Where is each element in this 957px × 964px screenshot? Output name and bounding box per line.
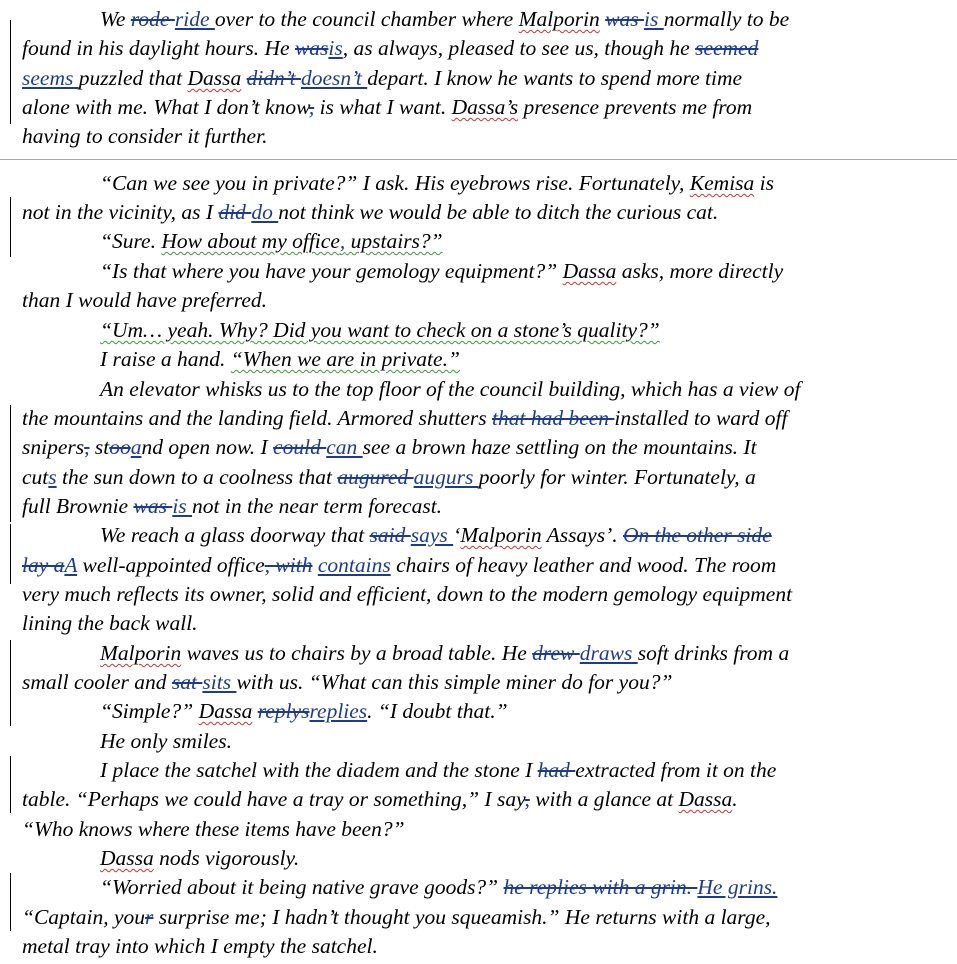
inserted-text: draws [579, 641, 638, 665]
text-run: “Is that where you have your gemology equipment?” [100, 259, 563, 283]
text-run: He only smiles. [100, 729, 232, 753]
text-line [22, 34, 758, 64]
inserted-text: says [410, 523, 454, 547]
change-bar [10, 20, 11, 124]
deleted-text: drew [532, 641, 580, 665]
change-bar [10, 756, 11, 813]
grammar-flagged-text: How about my office [161, 229, 340, 253]
text-line [100, 873, 777, 903]
text-run: “Who knows where these items have been?” [22, 817, 405, 841]
text-run: surprise me; I hadn’t thought you squeamish.” He returns with a large, [153, 905, 771, 929]
misspelled-word: Dassa [562, 259, 617, 283]
text-run: nods vigorously. [153, 846, 300, 870]
text-line [22, 580, 792, 610]
deleted-text: was [294, 36, 329, 60]
deleted-text: was [133, 494, 173, 518]
text-line [100, 316, 660, 346]
text-line [22, 609, 198, 639]
misspelled-word: Malporin [518, 7, 600, 31]
text-run: having to consider it further. [22, 124, 268, 148]
text-run: We reach a glass doorway that [100, 523, 370, 547]
inserted-text: is [644, 7, 664, 31]
inserted-text: He grins. [697, 875, 778, 899]
text-run: depart. I know he wants to spend more time [367, 66, 743, 90]
text-line [22, 198, 718, 228]
text-run: waves us to chairs by a broad table. He [181, 641, 533, 665]
text-run: table. “Perhaps we could have a tray or something,” I say [22, 787, 525, 811]
text-run: d open now. I [152, 435, 274, 459]
text-line [22, 551, 776, 581]
change-bar [10, 873, 11, 931]
text-line [100, 345, 460, 375]
text-line [22, 286, 267, 316]
text-run: well-appointed office [77, 553, 265, 577]
deleted-text: rode [130, 7, 175, 31]
text-line [100, 375, 800, 405]
text-line [100, 257, 783, 287]
text-line [22, 932, 378, 962]
inserted-text: is [328, 36, 343, 60]
text-line [100, 169, 774, 199]
inserted-text: ride [174, 7, 215, 31]
deleted-text: replys [257, 699, 310, 723]
text-line [100, 639, 789, 669]
text-run: I raise a hand. [100, 347, 231, 371]
misspelled-word: Dassa’s [451, 95, 519, 119]
text-line [100, 844, 299, 874]
inserted-text: augurs [413, 465, 479, 489]
inserted-text: seems [22, 66, 79, 90]
misspelled-word: Kemisa [689, 171, 755, 195]
text-run: “Sure. [100, 229, 162, 253]
text-run: . [732, 787, 738, 811]
text-run: than I would have preferred. [22, 288, 268, 312]
deleted-text: sat [171, 670, 203, 694]
text-run: metal tray into which I empty the satchel. [22, 934, 378, 958]
text-run: not in the vicinity, as I [22, 200, 219, 224]
deleted-text: lay a [22, 553, 65, 577]
text-line [100, 756, 776, 786]
text-run: very much reflects its owner, solid and efficient, down to the modern gemology equipment [22, 582, 793, 606]
deleted-text: said [369, 523, 411, 547]
deleted-text: seemed [695, 36, 759, 60]
text-run: normally to be [663, 7, 790, 31]
text-run: An elevator whisks us to the top floor of the council building, which has a view of [100, 377, 801, 401]
inserted-text: is [172, 494, 193, 518]
inserted-text: can [326, 435, 363, 459]
text-run: poorly for winter. Fortunately, a [478, 465, 756, 489]
text-line [22, 903, 771, 933]
deleted-text: didn’t [246, 66, 301, 90]
text-run: over to the council chamber where [214, 7, 519, 31]
deleted-text: was [605, 7, 645, 31]
inserted-text: replies [309, 699, 368, 723]
misspelled-word: Dassa [187, 66, 242, 90]
text-line [100, 521, 772, 551]
text-run: not in the near term forecast. [192, 494, 443, 518]
text-line [22, 463, 756, 493]
inserted-text: a [130, 435, 142, 459]
text-run: installed to ward off [614, 406, 788, 430]
change-bar [10, 405, 11, 522]
text-run: extracted from it on the [575, 758, 777, 782]
grammar-flagged-text: upstairs?” [345, 229, 443, 253]
inserted-text: A [64, 553, 78, 577]
text-run: snipers [22, 435, 85, 459]
deleted-text: oo [109, 435, 131, 459]
deleted-text: , [339, 229, 346, 253]
inserted-text: do [251, 200, 279, 224]
change-bar [10, 197, 11, 257]
misspelled-word: Dassa [678, 787, 733, 811]
change-bar [10, 524, 11, 584]
text-run: “Worried about it being native grave goods?” [100, 875, 504, 899]
text-line [22, 492, 442, 522]
text-line [100, 727, 232, 757]
text-run: lining the back wall. [22, 611, 198, 635]
text-run: . “I doubt that.” [367, 699, 508, 723]
text-run: Assays’. [541, 523, 624, 547]
deleted-text: , with [264, 553, 313, 577]
grammar-flagged-text: “Um… yeah. Why? Did you want to check on a stone’s quality?” [100, 318, 660, 342]
deleted-text: did [218, 200, 252, 224]
text-run: not think we would be able to ditch the curious cat. [278, 200, 719, 224]
text-run: chairs of heavy leather and wood. The room [390, 553, 777, 577]
deleted-text: had [537, 758, 576, 782]
text-run: “Can we see you in private?” I ask. His eyebrows rise. Fortunately, [100, 171, 690, 195]
deleted-text: , [524, 787, 530, 811]
inserted-text: contains [317, 553, 391, 577]
text-run: , as always, pleased to see us, though he [342, 36, 696, 60]
deleted-text: could [273, 435, 327, 459]
text-line [22, 64, 742, 94]
text-line [22, 122, 267, 152]
deleted-text: , [84, 435, 90, 459]
grammar-flagged-text: “When we are in private.” [230, 347, 460, 371]
text-line [22, 433, 757, 463]
text-run: n [141, 435, 153, 459]
text-run: alone with me. What I don’t know [22, 95, 309, 119]
text-run: see a brown haze settling on the mountains. It [362, 435, 757, 459]
text-run: with a glance at [529, 787, 679, 811]
text-run: We [100, 7, 131, 31]
text-run: is [754, 171, 775, 195]
text-run: found in his daylight hours. He [22, 36, 295, 60]
text-run: soft drinks from a [637, 641, 790, 665]
page-break-divider [0, 159, 957, 160]
inserted-text: s [48, 465, 57, 489]
text-run: ‘ [453, 523, 461, 547]
misspelled-word: Dassa [198, 699, 253, 723]
text-run: “Simple?” [100, 699, 199, 723]
deleted-text: , [308, 95, 315, 119]
deleted-text: he replies with a grin. [503, 875, 693, 899]
text-run: st [89, 435, 110, 459]
misspelled-word: Dassa [100, 846, 154, 870]
text-run: is what I want. [314, 95, 452, 119]
text-line [22, 815, 405, 845]
inserted-text: doesn’t [300, 66, 368, 90]
text-line [22, 785, 738, 815]
text-run: the sun down to a coolness that [56, 465, 338, 489]
misspelled-word: Malporin [460, 523, 542, 547]
text-run: asks, more directly [616, 259, 784, 283]
change-bar [10, 640, 11, 726]
text-run: cut [22, 465, 49, 489]
text-line [22, 93, 752, 123]
text-run: “Captain, you [22, 905, 146, 929]
text-run: I place the satchel with the diadem and the stone I [100, 758, 538, 782]
deleted-text: r [145, 905, 154, 929]
inserted-text: sits [202, 670, 237, 694]
text-run: full Brownie [22, 494, 134, 518]
text-line [100, 697, 508, 727]
misspelled-word: Malporin [100, 641, 182, 665]
deleted-text: that had been [492, 406, 615, 430]
text-line [22, 404, 787, 434]
text-run: with us. “What can this simple miner do for you?” [236, 670, 673, 694]
text-line [100, 5, 789, 35]
text-run: puzzled that [78, 66, 188, 90]
deleted-text: On the other side [623, 523, 772, 547]
text-line [22, 668, 672, 698]
text-run: small cooler and [22, 670, 172, 694]
text-run: the mountains and the landing field. Armored shutters [22, 406, 492, 430]
text-line [100, 227, 443, 257]
deleted-text: augured [337, 465, 414, 489]
text-run: presence prevents me from [518, 95, 753, 119]
